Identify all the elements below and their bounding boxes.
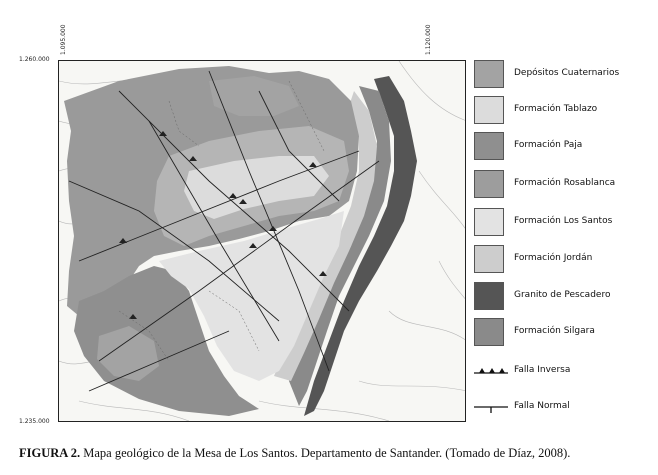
legend-item-formacion-paja: [474, 132, 654, 162]
legend-swatch: [474, 96, 504, 124]
legend-label: Formación Tablazo: [514, 104, 598, 114]
legend-item-formacion-los-santos: [474, 208, 654, 238]
x-coordinate-label-1: 1.095.000: [60, 24, 67, 55]
legend-swatch: [474, 132, 504, 160]
legend-item-formacion-tablazo: [474, 96, 654, 126]
legend-swatch: [474, 208, 504, 236]
legend-label: Formación Paja: [514, 140, 583, 150]
legend-item-formacion-jordan: [474, 245, 654, 275]
legend-label: Depósitos Cuaternarios: [514, 68, 620, 78]
legend-label: Formación Rosablanca: [514, 178, 616, 188]
legend-label: Formación Los Santos: [514, 216, 613, 226]
legend-swatch: [474, 318, 504, 346]
figure-caption: [19, 446, 570, 461]
geologic-map: [58, 60, 466, 422]
legend-item-falla-normal: [474, 393, 654, 423]
legend-swatch: [474, 60, 504, 88]
normal-fault-symbol: [474, 403, 508, 413]
y-coordinate-label-top: 1.260.000: [19, 56, 50, 63]
x-coordinate-label-2: 1.120.000: [425, 24, 432, 55]
legend-item-granito-de-pescadero: [474, 282, 654, 312]
y-coordinate-label-bottom: 1.235.000: [19, 418, 50, 425]
legend-item-depositos-cuaternarios: [474, 60, 654, 90]
legend-swatch: [474, 282, 504, 310]
geologic-map-drawing: [59, 61, 466, 422]
legend-item-falla-inversa: [474, 357, 654, 387]
reverse-fault-symbol: [474, 367, 508, 377]
legend-item-formacion-silgara: [474, 318, 654, 348]
legend-label: Granito de Pescadero: [514, 290, 611, 300]
figure-label: FIGURA 2.: [19, 446, 81, 460]
legend-label: Falla Normal: [514, 401, 570, 411]
legend-label: Falla Inversa: [514, 365, 571, 375]
legend-label: Formación Silgara: [514, 326, 595, 336]
legend-label: Formación Jordán: [514, 253, 593, 263]
legend-swatch: [474, 170, 504, 198]
legend-item-formacion-rosablanca: [474, 170, 654, 200]
figure-caption-text: Mapa geológico de la Mesa de Los Santos. Departamento de Santander. (Tomado de Díaz, 2008).: [80, 446, 571, 460]
legend-swatch: [474, 245, 504, 273]
